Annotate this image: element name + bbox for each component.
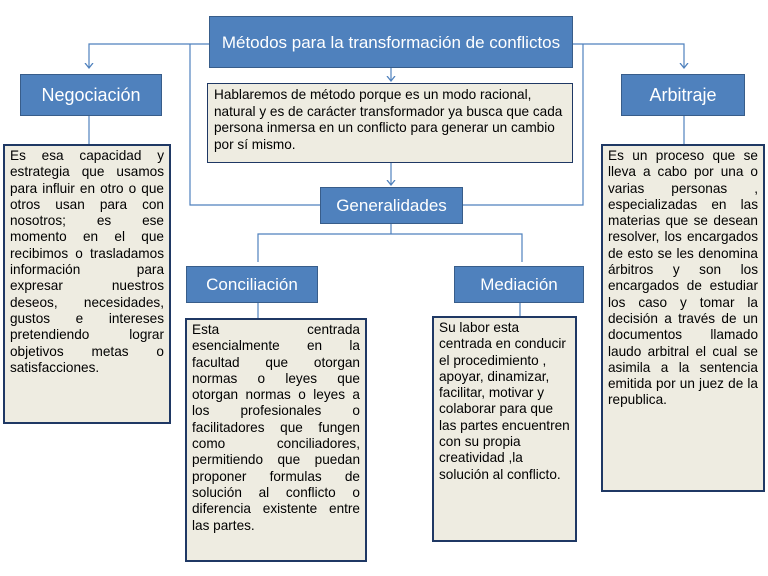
mediacion-body-text: Su labor esta centrada en conducir el procedimiento , apoyar, dinamizar, facilitar, motivar y colaborar para que las partes encuentren con su propia creatividad ,la solución al conflicto. bbox=[439, 320, 570, 482]
negociacion-title bbox=[20, 74, 162, 116]
main-title bbox=[209, 16, 573, 68]
mediacion-description bbox=[432, 316, 577, 542]
connector-title-to-arbitraje bbox=[573, 44, 684, 68]
generalidades-label: Generalidades bbox=[336, 195, 447, 215]
arbitraje-title-text: Arbitraje bbox=[649, 84, 717, 105]
negociacion-title-text: Negociación bbox=[41, 84, 141, 105]
connector-generalidades-split bbox=[258, 224, 522, 262]
arbitraje-body-text: Es un proceso que se lleva a cabo por una o varias personas , especializadas en las materias que se desean resolver, los encargados de esto se les denomina árbitros y son los encargados de estudiar los caso y tomar la decisión a través de un documentos llamado laudo arbitral el cual se asimila a la sentencia emitida por un juez de la republica. bbox=[608, 148, 758, 408]
conciliacion-body-text: Esta centrada esencialmente en la facultad que otorgan normas o leyes que otorgan normas o leyes a los profesionales o facilitadores que fungen como conciliadores, permitiendo que puedan proponer formulas de solución al conflicto o diferencia existente entre las partes. bbox=[192, 322, 360, 533]
main-title-text: Métodos para la transformación de conflictos bbox=[221, 32, 561, 52]
mediacion-title bbox=[454, 266, 584, 303]
intro-text-box bbox=[207, 83, 573, 163]
negociacion-body-text: Es esa capacidad y estrategia que usamos para influir en otro o que otros usan para con nosotros; es ese momento en el que recibimos o trasladamos información para expresar nuestros deseos, necesidades, gustos e intereses pretendiendo lograr objetivos metas o satisfacciones. bbox=[10, 148, 164, 375]
intro-text: Hablaremos de método porque es un modo racional, natural y es de carácter transformador ya busca que cada persona inmersa en un conflicto para generar un cambio por sí mismo. bbox=[214, 87, 563, 152]
generalidades-box bbox=[320, 187, 463, 224]
conciliacion-title bbox=[186, 266, 318, 303]
connector-title-to-negociacion bbox=[89, 44, 209, 68]
arbitraje-description bbox=[601, 144, 765, 492]
negociacion-description bbox=[3, 144, 171, 424]
conciliacion-description bbox=[185, 318, 367, 562]
conciliacion-title-text: Conciliación bbox=[206, 274, 298, 294]
mediacion-title-text: Mediación bbox=[480, 274, 558, 294]
arbitraje-title bbox=[621, 74, 745, 116]
